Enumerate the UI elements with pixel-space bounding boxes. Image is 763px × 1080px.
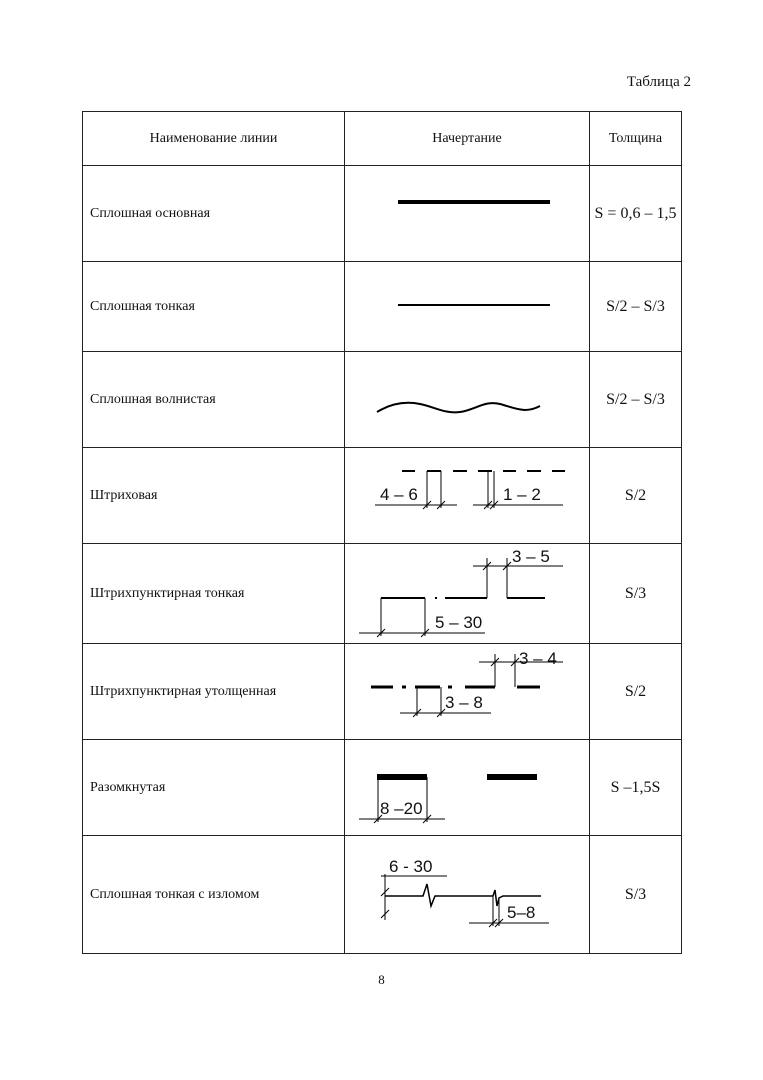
line-name: Штриховая: [83, 448, 345, 544]
table-row: [83, 644, 682, 740]
header-drawing: Начертание: [345, 112, 590, 166]
dash-dot-thick-dash-label: 3 – 8: [445, 693, 483, 712]
table-row: [83, 836, 682, 954]
dash-dot-thick-diagram: [345, 644, 590, 739]
line-thickness: S/3: [590, 544, 682, 644]
table-row: [83, 448, 682, 544]
line-drawing-wavy: [345, 352, 590, 448]
dash-dot-thin-dash-label: 5 – 30: [435, 613, 483, 632]
line-name: Сплошная тонкая: [83, 262, 345, 352]
line-name: Разомкнутая: [83, 740, 345, 836]
line-name: Сплошная тонкая с изломом: [83, 836, 345, 954]
line-drawing-solid-main: [345, 166, 590, 262]
dashed-gap-label: 1 – 2: [503, 485, 541, 504]
page-number: 8: [378, 972, 385, 987]
line-drawing-open: [345, 740, 590, 836]
wavy-line: [345, 352, 590, 447]
zigzag-line-diagram: [345, 836, 590, 953]
dashed-line-diagram: [345, 448, 590, 543]
table-row: [83, 166, 682, 262]
line-thickness: S –1,5S: [590, 740, 682, 836]
dash-dot-thin-diagram: [345, 544, 590, 643]
line-name: Сплошная волнистая: [83, 352, 345, 448]
table-row: [83, 352, 682, 448]
open-line-length-label: 8 –20: [380, 799, 423, 818]
line-drawing-zigzag: [345, 836, 590, 954]
line-drawing-dash-dot-thick: [345, 644, 590, 740]
line-thickness: S/3: [590, 836, 682, 954]
table-row: [83, 740, 682, 836]
line-types-table: [82, 111, 682, 954]
line-thickness: S/2 – S/3: [590, 352, 682, 448]
line-drawing-solid-thin: [345, 262, 590, 352]
solid-main-line: [345, 166, 590, 261]
line-name: Штрихпунктирная тонкая: [83, 544, 345, 644]
dash-dot-thin-gap-label: 3 – 5: [512, 547, 550, 566]
line-drawing-dash-dot-thin: [345, 544, 590, 644]
zigzag-break-label: 5–8: [507, 903, 536, 922]
solid-thin-line: [345, 262, 590, 351]
line-thickness: S/2: [590, 644, 682, 740]
header-name: Наименование линии: [83, 112, 345, 166]
line-thickness: S/2: [590, 448, 682, 544]
line-name: Сплошная основная: [83, 166, 345, 262]
header-thickness: Толщина: [590, 112, 682, 166]
table-header-row: [83, 112, 682, 166]
table-caption: Таблица 2: [626, 74, 691, 90]
table-row: [83, 262, 682, 352]
zigzag-length-label: 6 - 30: [389, 857, 433, 876]
line-drawing-dashed: [345, 448, 590, 544]
line-thickness: S/2 – S/3: [590, 262, 682, 352]
table-row: [83, 544, 682, 644]
dashed-dash-label: 4 – 6: [380, 485, 418, 504]
open-line-diagram: [345, 740, 590, 835]
dash-dot-thick-gap-label: 3 – 4: [519, 649, 557, 668]
line-name: Штрихпунктирная утолщенная: [83, 644, 345, 740]
line-thickness: S = 0,6 – 1,5: [590, 166, 682, 262]
